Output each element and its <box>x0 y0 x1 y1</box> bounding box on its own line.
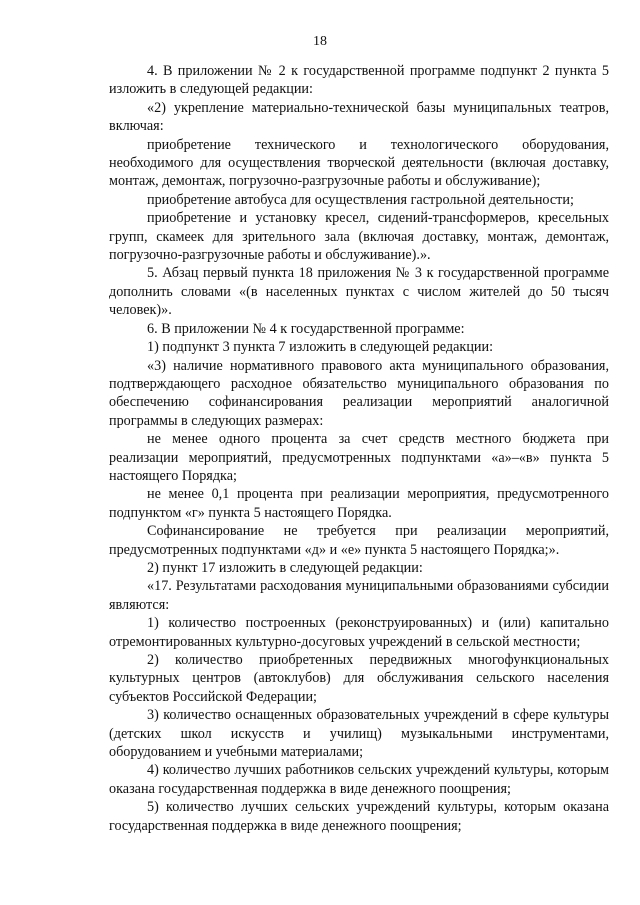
paragraph-4: 4. В приложении № 2 к государственной программе подпункт 2 пункта 5 изложить в следующей редакции: <box>109 63 609 98</box>
paragraph-seats: приобретение и установку кресел, сидений-трансформеров, кресельных групп, скамеек для зрительного зала (включая доставку, монтаж, демонтаж, погрузочно-разгрузочные работы и обслуживание).». <box>109 210 609 264</box>
paragraph-5: 5. Абзац первый пункта 18 приложения № 3 к государственной программе дополнить словами «(в населенных пунктах с числом жителей до 50 тысяч человек)». <box>109 265 609 319</box>
list-item-4: 4) количество лучших работников сельских учреждений культуры, которым оказана государственная поддержка в виде денежного поощрения; <box>109 762 609 797</box>
list-item-1: 1) количество построенных (реконструированных) и (или) капитально отремонтированных культурно-досуговых учреждений в сельской местности; <box>109 615 609 650</box>
paragraph-cofinancing: Софинансирование не требуется при реализации мероприятий, предусмотренных подпунктами «д» и «е» пункта 5 настоящего Порядка;». <box>109 523 609 558</box>
list-item-5: 5) количество лучших сельских учреждений культуры, которым оказана государственная поддержка в виде денежного поощрения; <box>109 799 609 834</box>
paragraph-bus: приобретение автобуса для осуществления гастрольной деятельности; <box>147 191 574 208</box>
paragraph-quote-17: «17. Результатами расходования муниципальными образованиями субсидии являются: <box>109 578 609 613</box>
paragraph-6-2: 2) пункт 17 изложить в следующей редакции: <box>147 559 423 576</box>
paragraph-6: 6. В приложении № 4 к государственной программе: <box>147 320 465 337</box>
list-item-2: 2) количество приобретенных передвижных многофункциональных культурных центров (автоклубов) для обслуживания сельского населения субъектов Российской Федерации; <box>109 652 609 705</box>
paragraph-zero-one-percent: не менее 0,1 процента при реализации мероприятия, предусмотренного подпунктом «г» пункта 5 настоящего Порядка. <box>109 486 609 521</box>
paragraph-6-1: 1) подпункт 3 пункта 7 изложить в следующей редакции: <box>147 339 494 356</box>
paragraph-one-percent: не менее одного процента за счет средств местного бюджета при реализации мероприятий, предусмотренных подпунктами «а»–«в» пункта 5 настоящего Порядка; <box>109 431 609 484</box>
paragraph-quote-3: «3) наличие нормативного правового акта муниципального образования, подтверждающего расходное обязательство муниципального образования по обеспечению софинансирования реализации мероприятий аналогичной программы в следующих размерах: <box>109 357 609 429</box>
paragraph-quote-2: «2) укрепление материально-технической базы муниципальных театров, включая: <box>109 99 609 135</box>
document-body <box>109 62 609 835</box>
paragraph-equipment: приобретение технического и технологического оборудования, необходимого для осуществления творческой деятельности (включая доставку, монтаж, демонтаж, погрузочно-разгрузочные работы и обслуживание); <box>109 136 609 190</box>
list-item-3: 3) количество оснащенных образовательных учреждений в сфере культуры (детских школ искусств и училищ) музыкальными инструментами, оборудованием и учебными материалами; <box>109 707 609 761</box>
page-number: 18 <box>313 34 327 49</box>
